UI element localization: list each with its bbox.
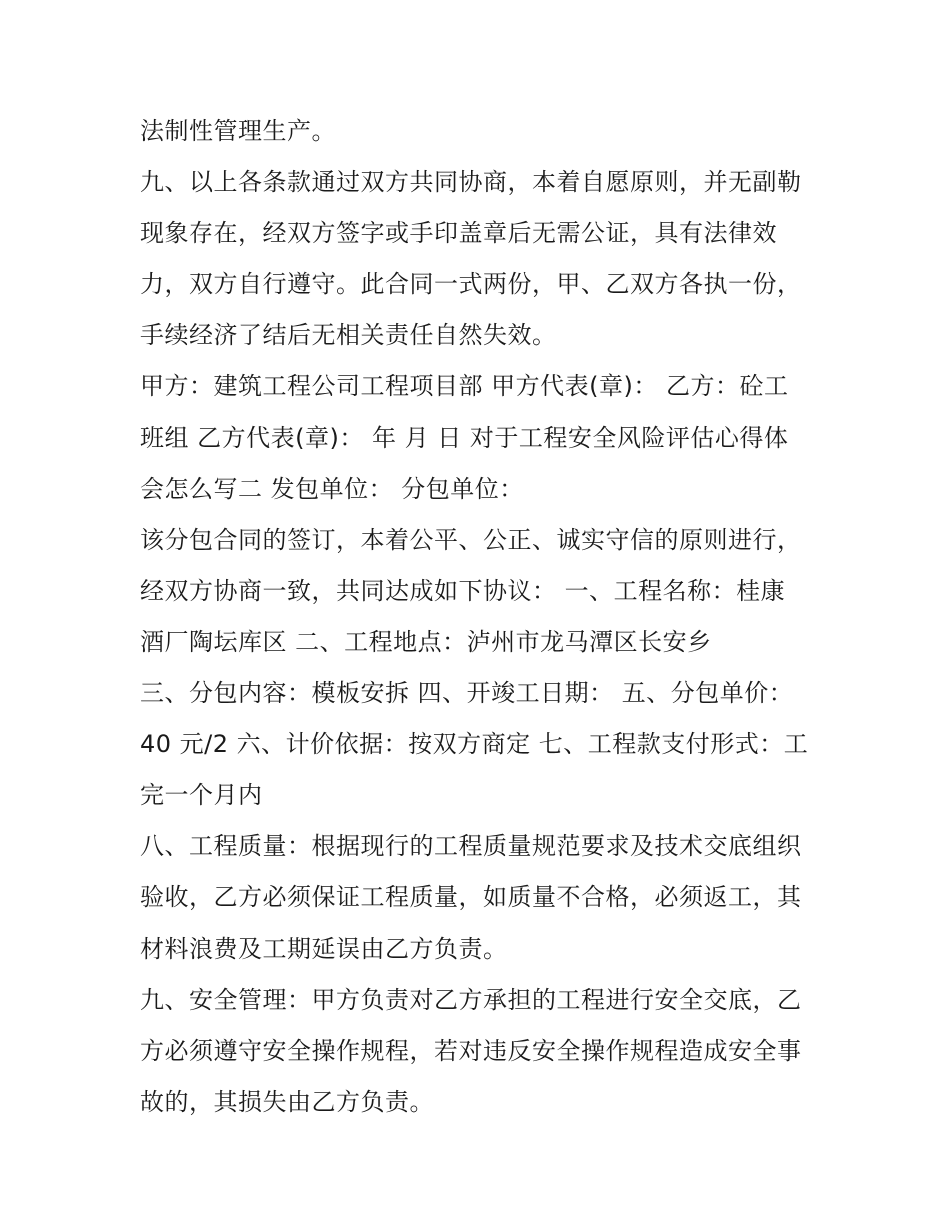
text-line: 验收，乙方必须保证工程质量，如质量不合格，必须返工，其: [140, 883, 802, 912]
text-line: 八、工程质量：根据现行的工程质量规范要求及技术交底组织: [140, 832, 802, 861]
text-line: 班组 乙方代表(章)： 年 月 日 对于工程安全风险评估心得体: [140, 423, 789, 452]
text-line: 法制性管理生产。: [140, 117, 336, 145]
text-line: 九、以上各条款通过双方共同协商，本着自愿原则，并无副勒: [140, 168, 802, 197]
text-line: 现象存在，经双方签字或手印盖章后无需公证，具有法律效: [140, 219, 777, 248]
text-line: 会怎么写二 发包单位： 分包单位：: [140, 474, 524, 503]
text-line: 完一个月内: [140, 781, 263, 810]
text-line: 甲方：建筑工程公司工程项目部 甲方代表(章)： 乙方：砼工: [140, 372, 789, 401]
text-line: 九、安全管理：甲方负责对乙方承担的工程进行安全交底，乙: [140, 985, 802, 1014]
text-line: 故的，其损失由乙方负责。: [140, 1087, 434, 1116]
text-line: 手续经济了结后无相关责任自然失效。: [140, 321, 557, 350]
text-line: 方必须遵守安全操作规程，若对违反安全操作规程造成安全事: [140, 1036, 802, 1065]
text-line: 40 元/2 六、计价依据：按双方商定 七、工程款支付形式：工: [140, 730, 809, 759]
text-line: 该分包合同的签订，本着公平、公正、诚实守信的原则进行，: [140, 525, 802, 554]
text-line: 经双方协商一致，共同达成如下协议： 一、工程名称：桂康: [140, 576, 786, 605]
text-line: 酒厂陶坛库区 二、工程地点：泸州市龙马潭区长安乡: [140, 627, 712, 656]
text-line: 三、分包内容：模板安拆 四、开竣工日期： 五、分包单价：: [140, 679, 794, 708]
document-body: [140, 106, 820, 1128]
text-line: 力，双方自行遵守。此合同一式两份，甲、乙双方各执一份，: [140, 270, 802, 299]
text-line: 材料浪费及工期延误由乙方负责。: [140, 934, 508, 963]
